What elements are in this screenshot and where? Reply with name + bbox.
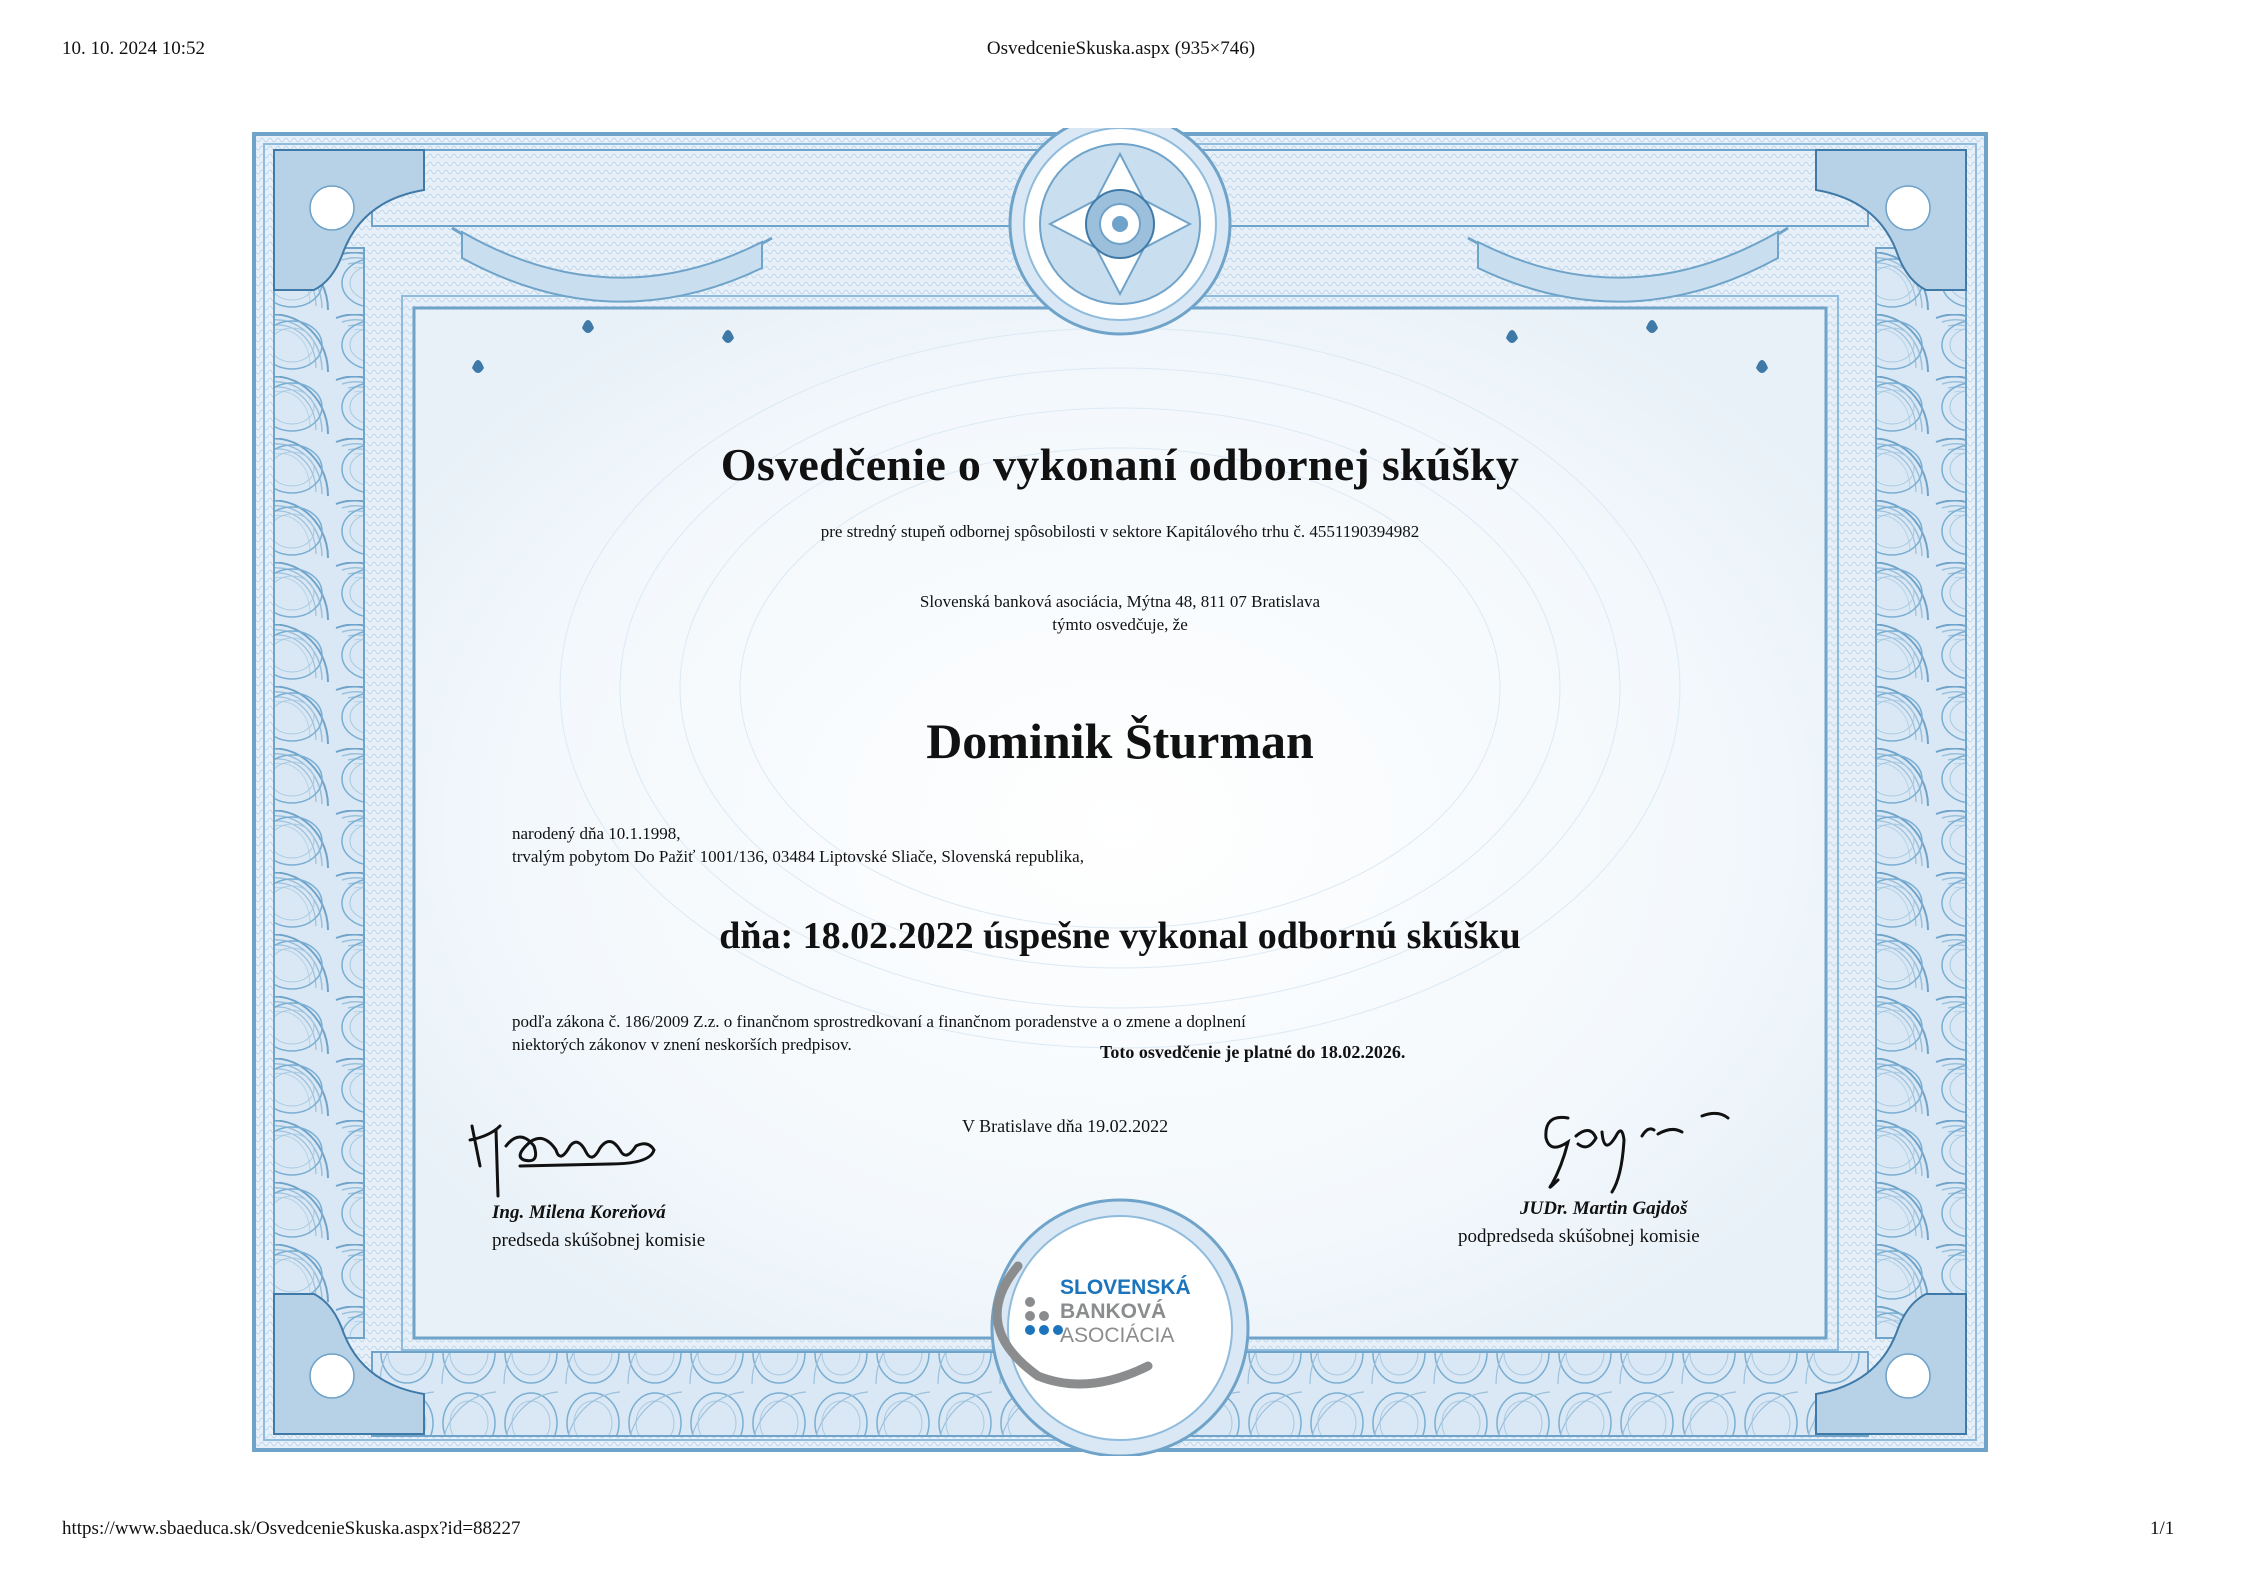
issuer-line: Slovenská banková asociácia, Mýtna 48, 811 07 Bratislava [919, 592, 1321, 611]
validity-statement: Toto osvedčenie je platné do 18.02.2026. [1100, 1042, 1406, 1062]
left-signatory-role: predseda skúšobnej komisie [492, 1230, 706, 1251]
law-line-1: podľa zákona č. 186/2009 Z.z. o finančnom sprostredkovaní a finančnom poradenstve a o zmene a doplnení [512, 1012, 1246, 1031]
sba-logo [1022, 1256, 1222, 1376]
holder-name: Dominik Šturman [926, 713, 1314, 769]
certificate-title: Osvedčenie o vykonaní odbornej skúšky [720, 439, 1520, 490]
right-signatory-name: JUDr. Martin Gajdoš [1520, 1198, 1688, 1219]
certifies-line: týmto osvedčuje, že [1052, 615, 1188, 634]
right-signature [1532, 1096, 1752, 1196]
certificate-subtitle: pre stredný stupeň odbornej spôsobilosti v sektore Kapitálového trhu č. 4551190394982 [820, 522, 1420, 541]
issuer-block [252, 590, 1988, 636]
logo-line-1: SLOVENSKÁ [1060, 1276, 1191, 1299]
logo-line-3: ASOCIÁCIA [1060, 1324, 1175, 1347]
left-signatory-name: Ing. Milena Koreňová [492, 1202, 666, 1223]
print-footer-page-number: 1/1 [2150, 1518, 2175, 1539]
print-header-title: OsvedcenieSkuska.aspx (935×746) [986, 38, 1256, 59]
birth-line: narodený dňa 10.1.1998, [512, 824, 681, 843]
law-line-2: niektorých zákonov v znení neskorších predpisov. [512, 1035, 852, 1054]
print-footer-url: https://www.sbaeduca.sk/OsvedcenieSkuska.aspx?id=88227 [62, 1518, 521, 1539]
exam-statement: dňa: 18.02.2022 úspešne vykonal odbornú skúšku [719, 915, 1521, 957]
print-header-datetime: 10. 10. 2024 10:52 [62, 38, 206, 59]
certificate [252, 128, 1988, 1456]
holder-details [512, 822, 1084, 868]
left-signature [460, 1106, 660, 1206]
logo-line-2: BANKOVÁ [1060, 1300, 1167, 1323]
place-date: V Bratislave dňa 19.02.2022 [962, 1116, 1169, 1136]
residence-line: trvalým pobytom Do Pažiť 1001/136, 03484 Liptovské Sliače, Slovenská republika, [512, 847, 1084, 866]
right-signatory-role: podpredseda skúšobnej komisie [1458, 1226, 1700, 1247]
